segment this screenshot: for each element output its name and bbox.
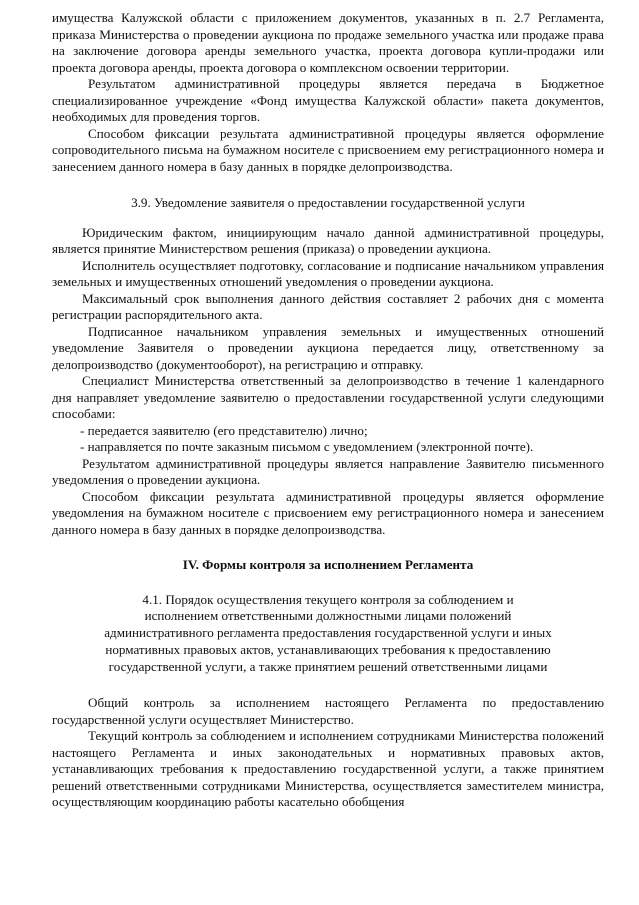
section-heading-3-9: 3.9. Уведомление заявителя о предоставлении государственной услуги	[131, 195, 525, 210]
list-item-personally: - передается заявителю (его представителю) лично;	[80, 422, 368, 438]
paragraph-fixation: Способом фиксации результата административной процедуры является оформление сопроводительного письма на бумажном носителе с присвоением ему регистрационного номера и занесением данного номера в базу данных в порядке делопроизводства.	[52, 125, 604, 174]
paragraph-executor: Исполнитель осуществляет подготовку, согласование и подписание начальником управления земельных и имущественных отношений уведомления о проведении аукциона.	[52, 257, 604, 289]
paragraph-result-2: Результатом административной процедуры является направление Заявителю письменного уведомления о проведении аукциона.	[52, 455, 604, 487]
section-heading-4-1	[52, 592, 604, 676]
heading-line-5: государственной услуги, а также принятием решений ответственными лицами	[108, 658, 548, 674]
paragraph-max-term: Максимальный срок выполнения данного действия составляет 2 рабочих дня с момента регистрации распорядительного акта.	[52, 290, 604, 322]
heading-line-4: нормативных правовых актов, устанавливающих требования к предоставлению	[105, 641, 551, 657]
paragraph-specialist: Специалист Министерства ответственный за делопроизводство в течение 1 календарного дня направляет уведомление заявителю о предоставлении государственной услуги следующими способами:	[52, 373, 604, 421]
heading-line-2: исполнением ответственными должностными лицами положений	[144, 608, 512, 624]
paragraph-continuation: имущества Калужской области с приложением документов, указанных в п. 2.7 Регламента, приказа Министерства о проведении аукциона по продаже земельного участка или продаже права на заключение договора аренды земельного участка, проекта договора купли-продажи или проекта договора аренды, проекта договора о комплексном освоении территории.	[52, 10, 604, 75]
paragraph-general-control: Общий контроль за исполнением настоящего Регламента по предоставлению государственной услуги осуществляет Министерство.	[52, 695, 604, 727]
heading-line-3: административного регламента предоставления государственной услуги и иных	[104, 625, 552, 641]
document-page	[52, 10, 604, 811]
paragraph-result: Результатом административной процедуры является передача в Бюджетное специализированное учреждение «Фонд имущества Калужской области» пакета документов, необходимых для проведения торгов.	[52, 76, 604, 124]
paragraph-legal-fact: Юридическим фактом, инициирующим начало данной административной процедуры, является принятие Министерством решения (приказа) о проведении аукциона.	[52, 224, 604, 256]
paragraph-current-control: Текущий контроль за соблюдением и исполнением сотрудниками Министерства положений настоящего Регламента и иных законодательных и нормативных правовых актов, устанавливающих требования к предоставлению государственной услуги, а также принятием решений ответственными сотрудниками Министерства, осуществляется заместителем министра, осуществляющим координацию работы касательно обобщения	[52, 728, 604, 810]
paragraph-signed-notice: Подписанное начальником управления земельных и имущественных отношений уведомление Заявителя о проведении аукциона передается лицу, ответственному за делопроизводство (документооборот), на регистрацию и отправку.	[52, 323, 604, 372]
heading-line-1: 4.1. Порядок осуществления текущего контроля за соблюдением и	[142, 591, 514, 607]
chapter-heading-iv: IV. Формы контроля за исполнением Регламента	[182, 557, 474, 572]
paragraph-fixation-2: Способом фиксации результата административной процедуры является оформление уведомления на бумажном носителе с присвоением ему регистрационного номера и занесением данного номера в базу данных в порядке делопроизводства.	[52, 488, 604, 537]
list-item-mail: - направляется по почте заказным письмом с уведомлением (электронной почте).	[80, 439, 534, 454]
